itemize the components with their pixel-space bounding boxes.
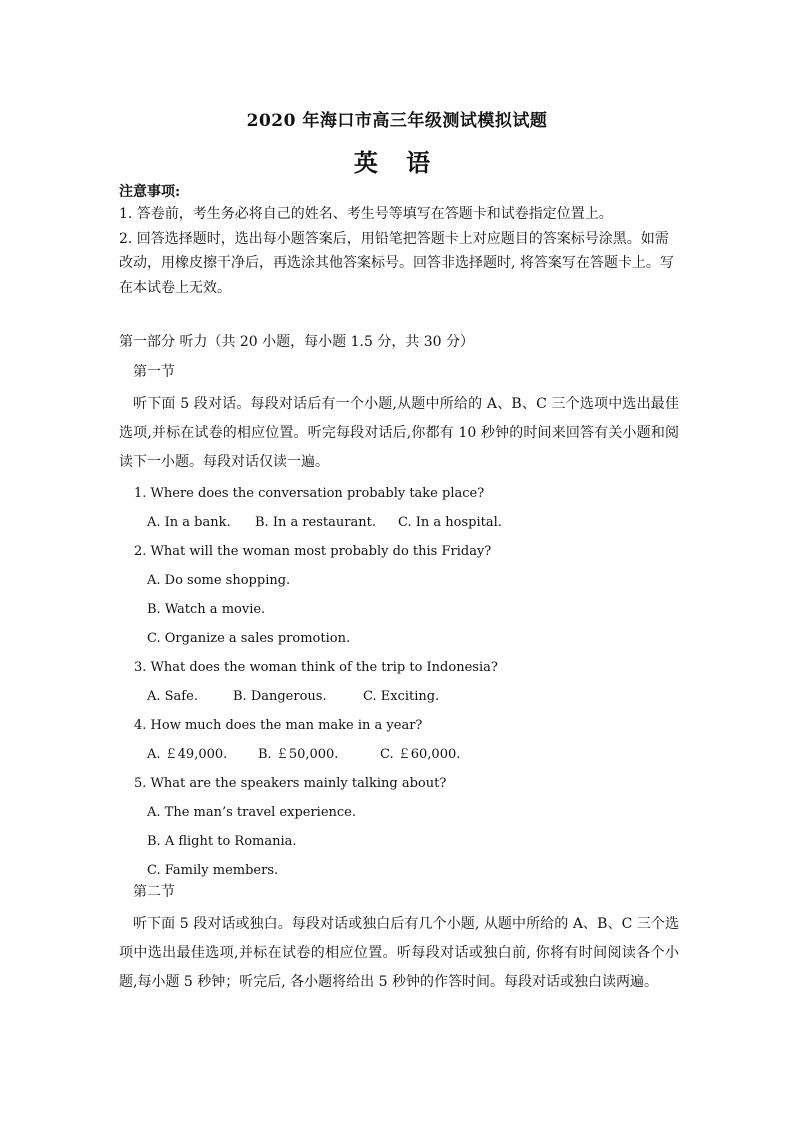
notice-heading: 注意事项: bbox=[119, 184, 181, 200]
question-stem: 2. What will the woman most probably do this Friday? bbox=[134, 544, 492, 559]
section-one-instructions: 听下面 5 段对话。每段对话后有一个小题,从题中所给的 A、B、C 三个选项中选出最佳选项,并标在试卷的相应位置。听完每段对话后,你都有 10 秒钟的时间来回答有关小题和阅读下一小题。每段对话仅读一遍。 bbox=[119, 396, 679, 470]
option-a: A. The man’s travel experience. bbox=[147, 805, 357, 820]
question-stem: 4. How much does the man make in a year? bbox=[134, 718, 423, 733]
option-row bbox=[134, 508, 674, 537]
option-c: C. Organize a sales promotion. bbox=[147, 631, 351, 646]
option-c: C. Exciting. bbox=[363, 689, 440, 704]
option-row bbox=[134, 740, 674, 769]
part-one-heading: 第一部分 听力（共 20 小题，每小题 1.5 分，共 30 分） bbox=[119, 334, 475, 350]
option-c: C. In a hospital. bbox=[398, 515, 502, 530]
option-b: B. A flight to Romania. bbox=[147, 834, 297, 849]
option-a: A. In a bank. bbox=[147, 515, 231, 530]
option-c: C. ￡60,000. bbox=[380, 747, 461, 762]
notice-item: 2. 回答选择题时，选出每小题答案后，用铅笔把答题卡上对应题目的答案标号涂黑。如需改动，用橡皮擦干净后，再选涂其他答案标号。回答非选择题时, 将答案写在答题卡上。写在本试卷上无效。 bbox=[119, 230, 674, 296]
section-two-heading: 第二节 bbox=[133, 884, 175, 900]
option-a: A. Do some shopping. bbox=[147, 573, 291, 588]
option-a: A. Safe. bbox=[147, 689, 198, 704]
notice-item: 1. 答卷前，考生务必将自己的姓名、考生号等填写在答题卡和试卷指定位置上。 bbox=[119, 206, 613, 222]
notice-block bbox=[119, 182, 677, 300]
question-stem: 5. What are the speakers mainly talking about? bbox=[134, 776, 447, 791]
option-a: A. ￡49,000. bbox=[147, 747, 228, 762]
option-c: C. Family members. bbox=[147, 863, 279, 878]
option-b: B. In a restaurant. bbox=[255, 515, 376, 530]
option-row bbox=[134, 682, 674, 711]
option-b: B. Dangerous. bbox=[233, 689, 327, 704]
question-stem: 1. Where does the conversation probably take place? bbox=[134, 486, 485, 501]
option-b: B. ￡50,000. bbox=[258, 747, 339, 762]
section-two-instructions: 听下面 5 段对话或独白。每段对话或独白后有几个小题, 从题中所给的 A、B、C 三个选项中选出最佳选项,并标在试卷的相应位置。听每段对话或独白前, 你将有时间阅读各个小题,每小题 5 秒钟；听完后, 各小题将给出 5 秒钟的作答时间。每段对话或独白读两遍。 bbox=[119, 916, 679, 990]
exam-title: 2020 年海口市高三年级测试模拟试题 bbox=[246, 111, 548, 131]
subject-title: 英 语 bbox=[353, 148, 441, 177]
question-list bbox=[134, 479, 674, 885]
question-stem: 3. What does the woman think of the trip to Indonesia? bbox=[134, 660, 498, 675]
option-b: B. Watch a movie. bbox=[147, 602, 266, 617]
section-one-heading: 第一节 bbox=[133, 364, 175, 380]
